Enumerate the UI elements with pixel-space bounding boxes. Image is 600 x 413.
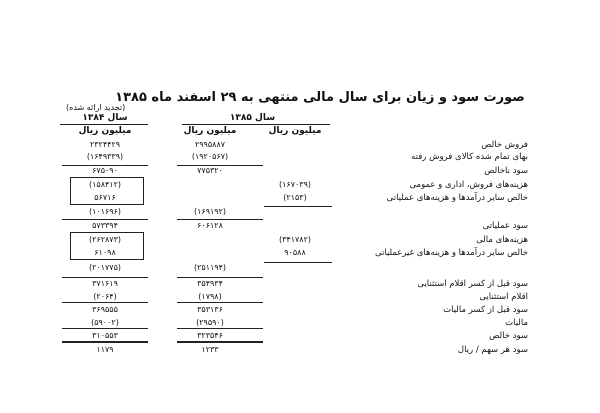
- divider: [62, 302, 148, 303]
- divider: [182, 124, 330, 125]
- value-c85b: ۱۲۳۳: [201, 345, 219, 354]
- value-c85a: ۹۰۵۸۸: [284, 248, 306, 257]
- double-rule: [62, 341, 148, 343]
- divider: [62, 219, 148, 220]
- row-label: سود عملیاتی: [482, 221, 528, 231]
- value-c84: ۳۷۱۶۱۹: [92, 279, 118, 288]
- row-label: اقلام استثنایی: [479, 292, 528, 302]
- value-c85a: (۳۴۱۷۸۲): [278, 235, 312, 244]
- unit-header-1385-a: میلیون ریال: [268, 126, 322, 136]
- value-c85b: (۱۷۹۸): [198, 292, 222, 301]
- restated-note: (تجدید ارائه شده): [66, 103, 126, 112]
- bracket-box: [70, 232, 144, 260]
- divider: [177, 165, 263, 166]
- row-label: سود قبل از کسر اقلام استثنایی: [417, 279, 528, 289]
- value-c85b: ۷۷۵۳۲۰: [197, 166, 223, 175]
- value-c85b: (۲۵۱۱۹۴): [193, 263, 227, 272]
- value-c85a: (۱۶۷۰۳۹): [278, 180, 312, 189]
- divider: [62, 328, 148, 329]
- row-label: سود ناخالص: [484, 166, 528, 176]
- statement-title: صورت سود و زیان برای سال مالی منتهی به ۲۹ اسفند ماه ۱۳۸۵: [115, 90, 525, 105]
- value-c84: ۵۶۷۱۶: [94, 193, 116, 202]
- row-label: سود هر سهم / ریال: [457, 345, 528, 355]
- value-c85b: ۳۵۳۱۳۶: [197, 305, 223, 314]
- divider: [177, 219, 263, 220]
- divider: [177, 277, 263, 278]
- divider: [177, 302, 263, 303]
- value-c84: ۳۶۹۵۵۵: [92, 305, 118, 314]
- value-c84: (۱۰۱۶۹۶): [88, 207, 122, 216]
- value-c84: ۶۱۰۹۸: [94, 248, 116, 257]
- value-c84: ۳۱۰۵۵۳: [92, 331, 118, 340]
- row-label: خالص سایر درآمدها و هزینه‌های عملیاتی: [386, 193, 528, 203]
- value-c85b: (۱۹۲۰۵۶۷): [191, 152, 229, 161]
- row-label: فروش خالص: [481, 140, 528, 150]
- row-label: هزینه‌های مالی: [476, 235, 528, 245]
- divider: [60, 124, 148, 125]
- year-1385-header: سال ۱۳۸۵: [229, 113, 276, 123]
- row-label: هزینه‌های فروش، اداری و عمومی: [409, 180, 528, 190]
- value-c85b: ۳۲۳۵۴۶: [197, 331, 223, 340]
- value-c85a: (۲۱۵۳): [283, 193, 307, 202]
- row-label: سود قبل از کسر مالیات: [443, 305, 528, 315]
- divider: [62, 165, 148, 166]
- value-c85b: ۶۰۶۱۲۸: [197, 221, 223, 230]
- year-1384-header: سال ۱۳۸۴: [82, 113, 128, 123]
- value-c84: (۱۶۴۹۳۳۹): [86, 152, 124, 161]
- row-label: بهای تمام شده کالای فروش رفته: [411, 152, 528, 162]
- value-c85b: (۱۶۹۱۹۲): [193, 207, 227, 216]
- value-c84: ۵۷۳۳۹۴: [92, 221, 118, 230]
- divider: [264, 262, 332, 263]
- value-c84: ۱۱۷۹: [96, 345, 114, 354]
- value-c85b: ۳۵۴۹۳۴: [197, 279, 223, 288]
- unit-header-1385-b: میلیون ریال: [183, 126, 237, 136]
- value-c84: (۲۰۶۴): [93, 292, 117, 301]
- divider: [62, 277, 148, 278]
- value-c84: (۵۹۰۰۲): [91, 318, 119, 327]
- value-c84: (۱۵۸۴۱۲): [88, 180, 122, 189]
- row-label: مالیات: [505, 318, 528, 328]
- value-c85b: ۲۹۹۵۸۸۷: [194, 140, 226, 149]
- value-c85b: (۲۹۵۹۰): [196, 318, 224, 327]
- divider: [264, 206, 332, 207]
- divider: [177, 328, 263, 329]
- double-rule: [177, 341, 263, 343]
- unit-header-1384: میلیون ریال: [78, 126, 132, 136]
- row-label: خالص سایر درآمدها و هزینه‌های غیرعملیاتی: [374, 248, 528, 258]
- row-label: سود خالص: [489, 331, 528, 341]
- value-c84: (۲۰۱۷۷۵): [88, 263, 122, 272]
- value-c84: ۲۳۲۴۴۲۹: [89, 140, 121, 149]
- value-c84: ۶۷۵۰۹۰: [92, 166, 118, 175]
- bracket-box: [70, 177, 144, 205]
- value-c84: (۲۶۲۸۷۳): [88, 235, 122, 244]
